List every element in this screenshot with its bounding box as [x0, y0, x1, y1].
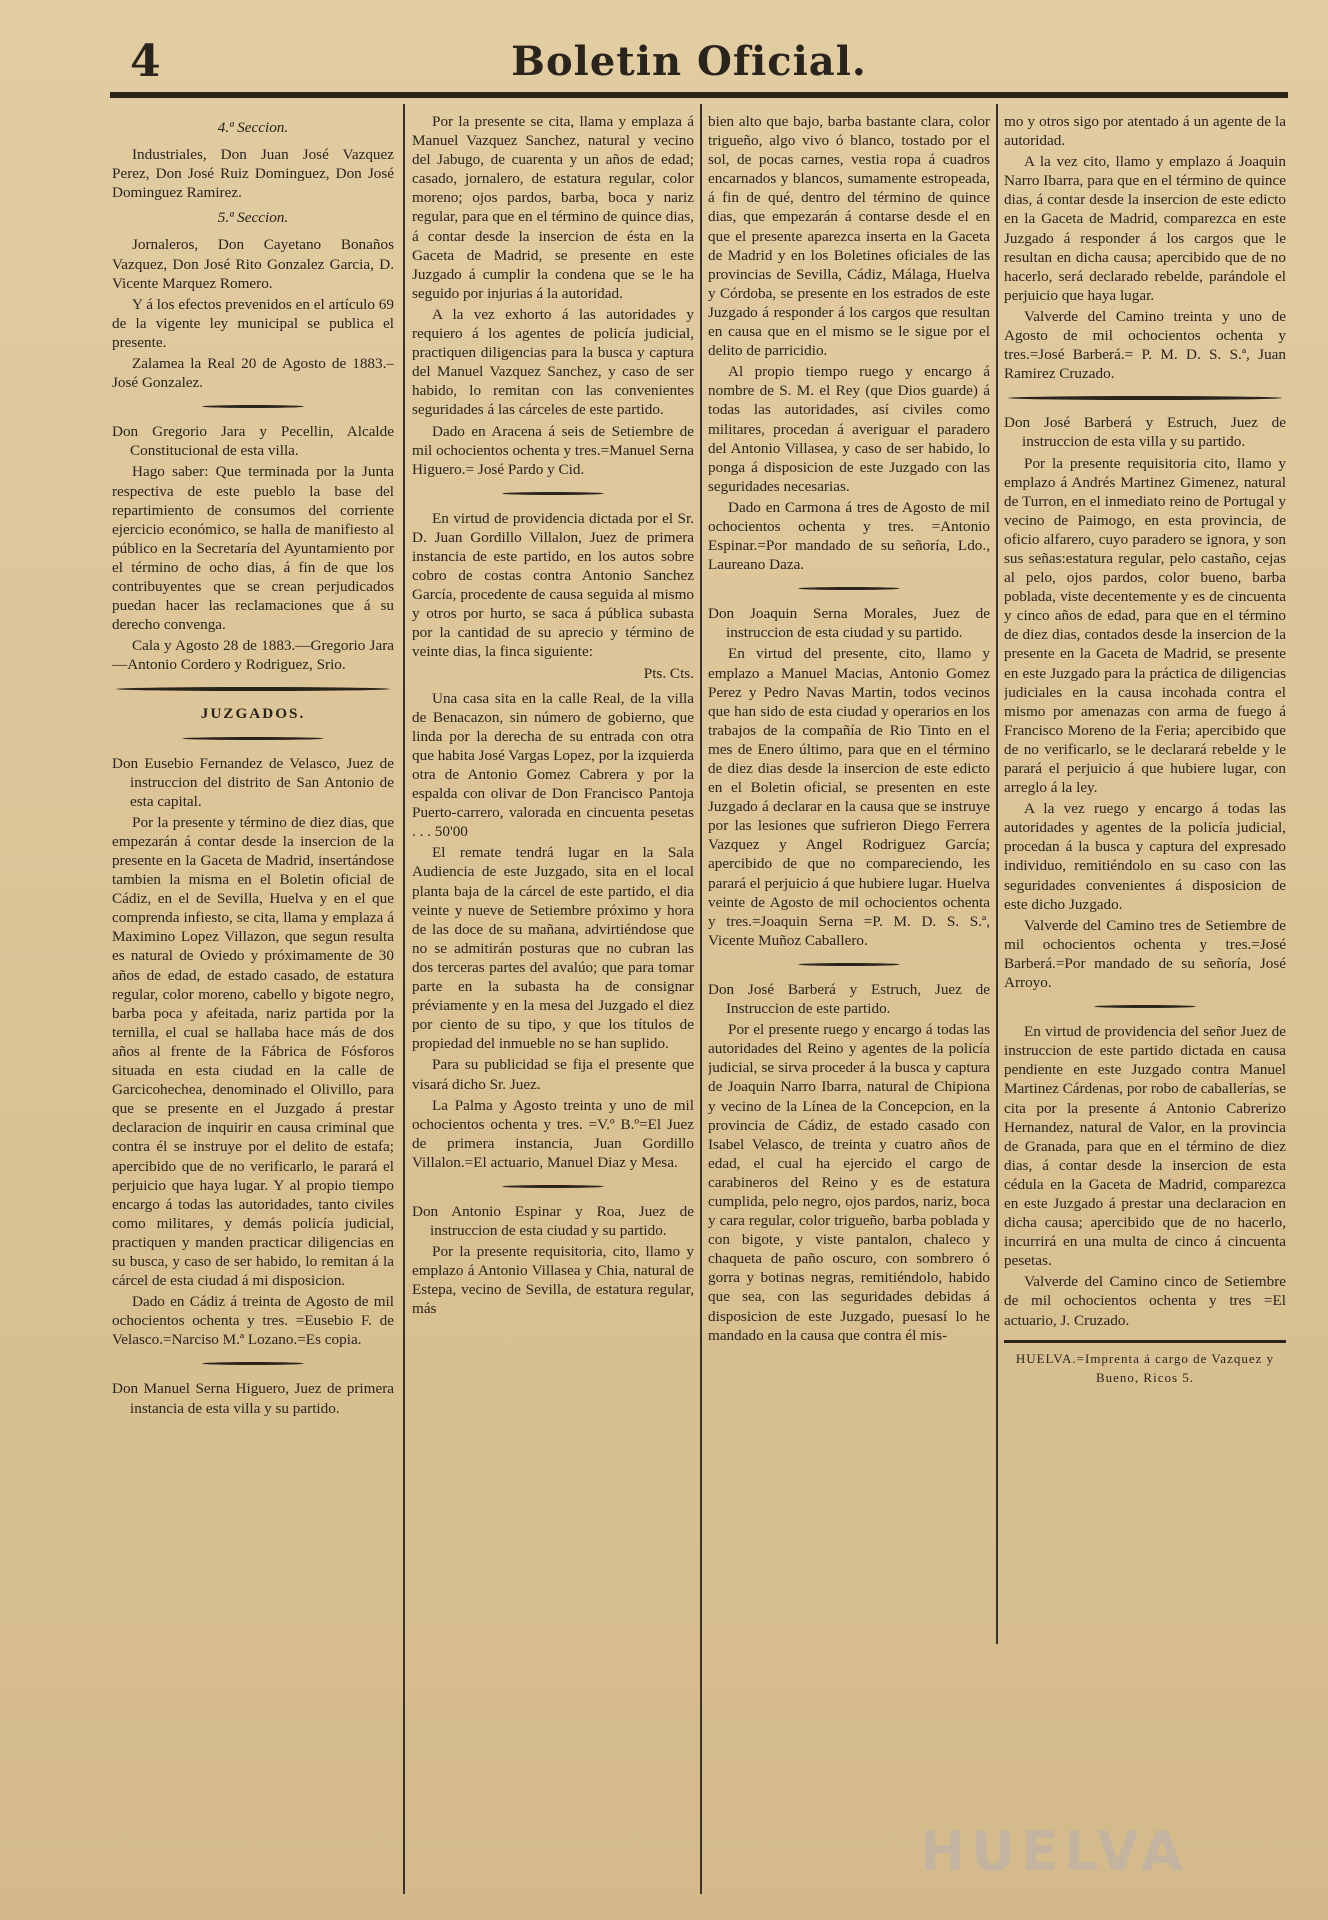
- paragraph: Valverde del Camino tres de Setiembre de mil ochocientos ochenta y tres.=José Barberá.=Por mandado de su señoría, José Arroyo.: [1004, 916, 1286, 992]
- separator: [1004, 391, 1286, 403]
- column-divider: [403, 104, 405, 1894]
- section-heading: 4.ª Seccion.: [217, 119, 289, 136]
- paragraph: Una casa sita en la calle Real, de la villa de Benacazon, sin número de gobierno, que linda por la derecha de su entrada con otra que habita José Vargas Lopez, por la izquierda otra de Antonio Gomez Cabrera y por la espalda con olivar de Don Francisco Pantoja Puerto-carrero, valorada en cincuenta pesetas . . . 50'00: [412, 689, 694, 841]
- paragraph: A la vez exhorto á las autoridades y requiero á los agentes de policía judicial, practiquen diligencias para la busca y captura del Manuel Vazquez Sanchez, y caso de ser habido, lo remitan con las convenientes seguridades á las cárceles de este partido.: [412, 305, 694, 419]
- paragraph: Dado en Cádiz á treinta de Agosto de mil ochocientos ochenta y tres. =Eusebio F. de Velasco.=Narciso M.ª Lozano.=Es copia.: [112, 1293, 394, 1349]
- paragraph: Valverde del Camino cinco de Setiembre de mil ochocientos ochenta y tres =El actuario, J. Cruzado.: [1004, 1273, 1286, 1329]
- notice-heading: Don José Barberá y Estruch, Juez de Instruccion de este partido.: [708, 980, 990, 1018]
- separator: [1004, 1000, 1286, 1012]
- paragraph: Valverde del Camino treinta y uno de Agosto de mil ochocientos ochenta y tres.=José Barberá.= P. M. D. S. S.ª, Juan Ramirez Cruzado.: [1004, 307, 1286, 383]
- paragraph: La Palma y Agosto treinta y uno de mil ochocientos ochenta y tres. =V.º B.º=El Juez de primera instancia, Juan Gordillo Villalon.=El actuario, Manuel Diaz y Mesa.: [412, 1096, 694, 1171]
- paragraph: Por la presente requisitoria cito, llamo y emplazo á Andrés Martinez Gimenez, natural de Turron, en el inmediato reino de Portugal y vecino de Paimogo, en esta provincia, de oficio alfarero, cuyo paradero se ignora, y son sus señas:estatura regular, pelo castaño, cejas al pelo, ojos pardos, color bueno, barba poblada, viste decentemente y es de cincuenta y cinco años de edad, para que en el término de diez dias, contados desde la insercion de la presente en la Gaceta de Madrid, se presente en este Juzgado para la práctica de diligencias judiciales en la causa incohada contra el mismo por amenazas con arma de fuego á Francisco Moreno de la Feria; apercibido que de no verificarlo, se le declarará rebelde y le parará el perjuicio á que hubiere lugar, con arreglo á la ley.: [1004, 454, 1286, 797]
- header-rule: [110, 92, 1288, 98]
- paragraph: A la vez cito, llamo y emplazo á Joaquin Narro Ibarra, para que en el término de quince dias, á contar desde la insercion de este edicto en la Gaceta de Madrid, comparezca en este Juzgado á responder á los cargos que le resultan en dicha causa; apercibido que de no hacerlo, será declarado rebelde, parándole el perjuicio que haya lugar.: [1004, 153, 1286, 304]
- separator: [112, 682, 394, 694]
- separator: [412, 1180, 694, 1192]
- notice-heading: Don Joaquin Serna Morales, Juez de instruccion de esta ciudad y su partido.: [708, 605, 990, 642]
- notice-heading: Don José Barberá y Estruch, Juez de instruccion de esta villa y su partido.: [1004, 414, 1286, 451]
- paragraph: El remate tendrá lugar en la Sala Audiencia de este Juzgado, sita en el local planta baja de la cárcel de este partido, el dia veinte y nueve de Setiembre próximo y hora de las doce de su mañana, advirtiéndose que no se admitirán posturas que no cubran las dos terceras partes del avalúo; que para tomar parte en la subasta ha de consignar préviamente y en la mesa del Juzgado el diez por ciento de su tipo, y que los títulos de propiedad del inmueble no se han suplido.: [412, 844, 694, 1053]
- paragraph: Dado en Aracena á seis de Setiembre de mil ochocientos ochenta y tres.=Manuel Serna Higuero.= José Pardo y Cid.: [412, 422, 694, 478]
- paragraph: Por la presente se cita, llama y emplaza á Manuel Vazquez Sanchez, natural y vecino del Jabugo, de cuarenta y un años de edad; casado, jornalero, de estatura regular, color moreno; ojos pardos, barba, boca y nariz regular, para que en el término de quince dias, á contar desde la insercion de ésta en la Gaceta de Madrid, se presente en este Juzgado á cumplir la condena que se le ha seguido por injurias á la autoridad.: [412, 113, 694, 302]
- paragraph: Al propio tiempo ruego y encargo á nombre de S. M. el Rey (que Dios guarde) á todas las autoridades, así civiles como militares, procedan á averiguar el paradero del Antonio Villasea, y caso de ser habido, lo ponga á disposicion de este Juzgado con las seguridades necesarias.: [708, 363, 990, 495]
- notice-heading: Don Gregorio Jara y Pecellin, Alcalde Constitucional de esta villa.: [112, 423, 394, 460]
- paragraph: Por la presente y término de diez dias, que empezarán á contar desde la insercion de la presente en la Gaceta de Madrid, insertándose tambien la misma en el Boletin oficial de Cádiz, en el de Sevilla, Huelva y en el que comprenda infiesto, se cita, llama y emplaza á Maximino Lopez Villazon, que segun resulta es natural de Oviedo y próximamente de 30 años de edad, de estado casado, de estatura regular, color moreno, cabello y bigote negro, barba poca y afeitada, nariz partida por la ternilla, el cual se hallaba hace más de dos años al frente de la Fábrica de Fósforos situada en esta ciudad en la calle de Garcicohechea, denominado el Olivillo, para que se presente en el Juzgado á prestar declaracion de inquirir en causa criminal que contra él se instruye por el delito de estafa; apercibido que de no verificarlo, le parará el perjuicio que haya lugar. Y al propio tiempo encargo á todas las autoridades, tanto civiles como militares, y demás policía judicial, practiquen y manden practicar diligencias en su busca, y caso de ser habido, lo remitan á la cárcel de esta ciudad á mi disposicion.: [112, 813, 394, 1290]
- masthead-title: Boletin Oficial.: [511, 38, 867, 85]
- paragraph: Para su publicidad se fija el presente que visará dicho Sr. Juez.: [412, 1056, 694, 1093]
- juzgados-heading: JUZGADOS.: [200, 705, 306, 723]
- paragraph: A la vez ruego y encargo á todas las autoridades y agentes de la policía judicial, procedan á la busca y captura del expresado individuo, remitiéndolo en su caso con las seguridades convenientes á disposicion de este dicho Juzgado.: [1004, 800, 1286, 913]
- separator: [412, 487, 694, 499]
- column-divider: [700, 104, 702, 1894]
- section-heading: 5.ª Seccion.: [217, 209, 289, 227]
- library-watermark: HUELVA: [920, 1820, 1189, 1883]
- notice-heading: Don Manuel Serna Higuero, Juez de primera instancia de esta villa y su partido.: [112, 1380, 394, 1417]
- paragraph: Hago saber: Que terminada por la Junta respectiva de este pueblo la base del repartimiento de consumos del corriente ejercicio económico, se halla de manifiesto al público en la Secretaría del Ayuntamiento por el término de ocho dias, á fin de que los contribuyentes que se crean perjudicados puedan hacer las reclamaciones que á su derecho convenga.: [112, 463, 394, 634]
- column-3: [708, 112, 990, 1892]
- printer-imprint: HUELVA.=Imprenta á cargo de Vazquez y Bueno, Ricos 5.: [1015, 1350, 1275, 1385]
- page-header: [90, 30, 1288, 100]
- separator: [708, 582, 990, 594]
- paragraph: mo y otros sigo por atentado á un agente de la autoridad.: [1004, 113, 1286, 150]
- column-2: [412, 112, 694, 1892]
- amount-column-header: Pts. Cts.: [643, 664, 694, 682]
- notice-heading: Don Eusebio Fernandez de Velasco, Juez de instruccion del distrito de San Antonio de esta capital.: [112, 754, 394, 810]
- column-4: [1004, 112, 1286, 1892]
- paragraph: Zalamea la Real 20 de Agosto de 1883.–José Gonzalez.: [112, 355, 394, 392]
- column-1: [112, 112, 394, 1892]
- separator: [112, 400, 394, 412]
- notice-heading: Don Antonio Espinar y Roa, Juez de instruccion de esta ciudad y su partido.: [412, 1202, 694, 1240]
- paragraph: Por la presente requisitoria, cito, llamo y emplazo á Antonio Villasea y Chia, natural de Estepa, vecino de Sevilla, de estatura regular, más: [412, 1243, 694, 1318]
- paragraph: Dado en Carmona á tres de Agosto de mil ochocientos ochenta y tres. =Antonio Espinar.=Por mandado de su señoría, Ldo., Laureano Daza.: [708, 498, 990, 574]
- paragraph: Jornaleros, Don Cayetano Bonaños Vazquez, Don José Rito Gonzalez Garcia, D. Vicente Marquez Romero.: [112, 236, 394, 292]
- paragraph: Industriales, Don Juan José Vazquez Perez, Don José Ruiz Dominguez, Don José Dominguez Ramirez.: [112, 146, 394, 202]
- paragraph: Cala y Agosto 28 de 1883.—Gregorio Jara —Antonio Cordero y Rodriguez, Srio.: [112, 637, 394, 674]
- paragraph: Y á los efectos prevenidos en el artículo 69 de la vigente ley municipal se publica el presente.: [112, 295, 394, 351]
- separator: [112, 1357, 394, 1369]
- page-number: 4: [130, 36, 161, 87]
- column-divider: [996, 104, 998, 1644]
- paragraph: bien alto que bajo, barba bastante clara, color trigueño, algo vivo ó blanco, tostado por el sol, de pocas carnes, vestia ropa á cuadros encarnados y blancos, sumamente estropeada, á fin de qué, dentro del término de quince dias, que empezarán á contarse desde el en que el presente aparezca inserta en la Gaceta de Madrid y en los Boletines oficiales de las provincias de Sevilla, Cádiz, Málaga, Huelva y Córdoba, se presente en los estrados de este Juzgado á responder á los cargos que resultan en causa que en el mismo se le sigue por el delito de parricidio.: [708, 113, 990, 360]
- footer-rule: [1004, 1340, 1286, 1343]
- paragraph: Por el presente ruego y encargo á todas las autoridades del Reino y agentes de la policía judicial, se sirva proceder á la busca y captura de Joaquin Narro Ibarra, natural de Chipiona y vecino de la Línea de la Concepcion, en la provincia de Cádiz, de estado casado con Isabel Velasco, de treinta y cuatro años de edad, el cual ha ejercido el cargo de carabineros del Reino y es de estatura cumplida, pelo negro, ojos pardos, nariz, boca y cara regular, color trigueño, barba poblada y con bigote, y viste pantalon, chaleco y chaqueta de paño oscuro, con sombrero ó gorra y botinas negras, remitiéndolo, habido que sea, con las seguridades debidas á disposicion de este Juzgado, puesasí lo he mandado en la causa que contra él mis-: [708, 1021, 990, 1344]
- paragraph: En virtud de providencia dictada por el Sr. D. Juan Gordillo Villalon, Juez de primera instancia de este partido, en los autos sobre cobro de costas contra Antonio Sanchez García, procedente de causa seguida al mismo y otros por hurto, se saca á pública subasta por la cantidad de su aprecio y término de veinte dias, la finca siguiente:: [412, 509, 694, 661]
- paragraph: En virtud del presente, cito, llamo y emplazo a Manuel Macias, Antonio Gomez Perez y Pedro Navas Martin, todos vecinos que han sido de esta ciudad y operarios en los trabajos de la compañía de Rio Tinto en el mes de Enero último, para que en el término de diez dias desde la insercion de este edicto en el Boletin oficial, se presenten en este Juzgado á declarar en la causa que se instruye por las lesiones que sufrieron Diego Ferrera Vazquez y Angel Rodriguez García; apercibido de que no compareciendo, les parará el perjuicio á que hubiere lugar. Huelva veinte de Agosto de mil ochocientos ochenta y tres.=Joaquin Serna =P. M. D. S. S.ª, Vicente Muñoz Caballero.: [708, 645, 990, 949]
- separator: [708, 958, 990, 970]
- paragraph: En virtud de providencia del señor Juez de instruccion de este partido dictada en causa pendiente en este Juzgado contra Manuel Martinez Cárdenas, por robo de caballerías, se cita por la presente á Antonio Cabrerizo Hernandez, natural de Valor, en la provincia de Granada, para que en el término de diez dias, á contar desde la insercion de esta cédula en la Gaceta de Madrid, comparezca en este Juzgado á prestar una declaracion en dicha causa; apercibido que de no hacerlo, incurrirá en una multa de cinco á cincuenta pesetas.: [1004, 1023, 1286, 1270]
- separator: [112, 732, 394, 744]
